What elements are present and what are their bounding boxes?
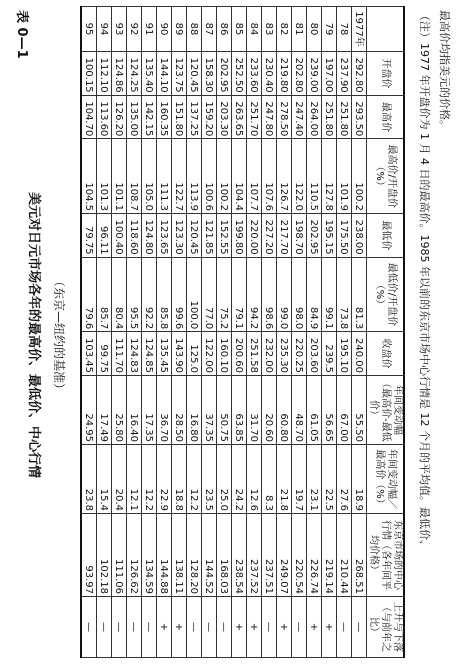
cell-updown: —	[112, 597, 127, 658]
header-low-pct-label: 最低价/开盘价	[386, 262, 397, 327]
cell-updown: +	[277, 597, 292, 658]
cell-close: 103.45	[81, 332, 97, 376]
cell-high-pct: 100.2	[217, 139, 232, 214]
header-low-pct	[367, 257, 405, 332]
cell-center: 237.51	[262, 514, 277, 597]
cell-updown: —	[262, 597, 277, 658]
cell-range-pct: 12.6	[247, 445, 262, 514]
table-row	[322, 7, 337, 658]
cell-year: 88	[187, 7, 202, 52]
cell-low: 227.20	[262, 213, 277, 257]
cell-open: 230.40	[262, 52, 277, 96]
table-row	[142, 7, 157, 658]
cell-center: 134.59	[142, 514, 157, 597]
cell-year: 79	[322, 7, 337, 52]
cell-range-pct: 22.9	[157, 445, 172, 514]
cell-high-pct: 100.6	[202, 139, 217, 214]
cell-high-pct: 100.2	[352, 139, 367, 214]
cell-year: 94	[97, 7, 112, 52]
cell-range-pct: 25.0	[217, 445, 232, 514]
cell-center: 128.20	[187, 514, 202, 597]
cell-center: 144.88	[157, 514, 172, 597]
table-row	[247, 7, 262, 658]
cell-range: 37.35	[202, 376, 217, 445]
cell-low: 79.75	[81, 213, 97, 257]
cell-high-pct: 105.0	[142, 139, 157, 214]
cell-low: 199.80	[232, 213, 247, 257]
cell-high: 135.00	[127, 95, 142, 139]
cell-close: 135.45	[157, 332, 172, 376]
cell-range-pct: 12.2	[187, 445, 202, 514]
cell-low: 238.00	[352, 213, 367, 257]
cell-low-pct: 99.6	[172, 257, 187, 332]
cell-range-pct: 19.7	[292, 445, 307, 514]
cell-close: 239.5	[322, 332, 337, 376]
cell-range-pct: 20.4	[112, 445, 127, 514]
cell-updown: —	[97, 597, 112, 658]
table-row	[202, 7, 217, 658]
cell-center: 226.74	[307, 514, 322, 597]
header-range: 年间变动幅（最高价-最低价）	[367, 376, 405, 445]
cell-open: 135.40	[142, 52, 157, 96]
footnote-line-1: （注）1977 年开盘价为 1 月 4 日的最高价。1985 年以前的东京市场中心行情是 12 个月的平均值。最低价、	[418, 10, 431, 551]
cell-close: 99.75	[97, 332, 112, 376]
cell-year: 95	[81, 7, 97, 52]
cell-center: 93.97	[81, 514, 97, 597]
cell-high: 142.15	[142, 95, 157, 139]
cell-range-pct: 23.1	[307, 445, 322, 514]
cell-close: 143.90	[172, 332, 187, 376]
cell-range-pct: 8.3	[262, 445, 277, 514]
cell-open: 120.45	[187, 52, 202, 96]
cell-low-pct: 84.9	[307, 257, 322, 332]
cell-high: 251.80	[337, 95, 352, 139]
cell-close: 124.83	[127, 332, 142, 376]
cell-low-pct: 79.1	[232, 257, 247, 332]
cell-range-pct: 15.4	[97, 445, 112, 514]
cell-range-pct: 27.6	[337, 445, 352, 514]
header-low-pct-unit: （%）	[374, 279, 385, 310]
cell-close: 124.85	[142, 332, 157, 376]
cell-high: 113.60	[97, 95, 112, 139]
cell-open: 124.86	[112, 52, 127, 96]
cell-low-pct: 85.8	[157, 257, 172, 332]
cell-low-pct: 73.8	[337, 257, 352, 332]
table-row	[292, 7, 307, 658]
cell-high: 247.40	[292, 95, 307, 139]
cell-year: 93	[112, 7, 127, 52]
cell-low: 152.55	[217, 213, 232, 257]
cell-year: 85	[232, 7, 247, 52]
cell-year: 78	[337, 7, 352, 52]
cell-center: 237.52	[247, 514, 262, 597]
cell-high-pct: 127.8	[322, 139, 337, 214]
cell-range: 61.05	[307, 376, 322, 445]
cell-open: 123.75	[172, 52, 187, 96]
cell-center: 144.52	[202, 514, 217, 597]
header-center: 东京市场的中心行情（各年间平均价格）	[367, 514, 405, 597]
header-high-pct	[367, 139, 405, 214]
cell-open: 202.80	[292, 52, 307, 96]
table-body	[81, 7, 367, 658]
cell-high-pct: 101.9	[337, 139, 352, 214]
cell-low-pct: 100.0	[187, 257, 202, 332]
cell-range-pct: 23.5	[202, 445, 217, 514]
cell-open: 112.10	[97, 52, 112, 96]
table-row	[307, 7, 322, 658]
cell-low-pct: 99.0	[277, 257, 292, 332]
table-title: 美元对日元市场各年的最高价、最低价、中心行情	[26, 191, 41, 478]
cell-year: 83	[262, 7, 277, 52]
table-header-row	[367, 7, 405, 658]
cell-year: 92	[127, 7, 142, 52]
cell-low-pct: 80.4	[112, 257, 127, 332]
cell-low-pct: 95.5	[127, 257, 142, 332]
cell-updown: —	[202, 597, 217, 658]
header-range-pct: 年间变动幅／最高价（%）	[367, 445, 405, 514]
cell-updown: +	[322, 597, 337, 658]
table-row	[217, 7, 232, 658]
cell-close: 251.58	[247, 332, 262, 376]
table-row	[352, 7, 367, 658]
footnote-line-2: 最高价均指美元的价格。	[438, 10, 451, 131]
cell-close: 203.60	[307, 332, 322, 376]
cell-close: 195.10	[337, 332, 352, 376]
cell-low: 100.40	[112, 213, 127, 257]
table-row	[112, 7, 127, 658]
cell-open: 124.25	[127, 52, 142, 96]
cell-high: 263.65	[232, 95, 247, 139]
cell-low-pct: 79.6	[81, 257, 97, 332]
cell-range: 60.80	[277, 376, 292, 445]
cell-low: 217.70	[277, 213, 292, 257]
header-year	[367, 7, 405, 52]
cell-close: 125.0	[187, 332, 202, 376]
cell-low-pct: 77.0	[202, 257, 217, 332]
cell-close: 220.25	[292, 332, 307, 376]
cell-updown: —	[217, 597, 232, 658]
cell-center: 220.54	[292, 514, 307, 597]
cell-year: 80	[307, 7, 322, 52]
cell-close: 235.30	[277, 332, 292, 376]
cell-center: 168.03	[217, 514, 232, 597]
cell-updown: —	[142, 597, 157, 658]
cell-close: 232.00	[262, 332, 277, 376]
cell-range: 63.85	[232, 376, 247, 445]
cell-center: 238.54	[232, 514, 247, 597]
cell-high: 251.80	[322, 95, 337, 139]
cell-high: 151.80	[172, 95, 187, 139]
cell-center: 268.51	[352, 514, 367, 597]
cell-low: 124.80	[142, 213, 157, 257]
table-label: 表 0—1	[14, 10, 29, 59]
cell-high: 104.70	[81, 95, 97, 139]
cell-high-pct: 107.7	[247, 139, 262, 214]
exchange-rate-table	[80, 6, 405, 658]
cell-high-pct: 108.7	[127, 139, 142, 214]
cell-close: 122.00	[202, 332, 217, 376]
cell-open: 202.95	[217, 52, 232, 96]
cell-range: 48.70	[292, 376, 307, 445]
cell-updown: +	[157, 597, 172, 658]
cell-high: 160.35	[157, 95, 172, 139]
cell-range: 17.49	[97, 376, 112, 445]
cell-range: 25.80	[112, 376, 127, 445]
cell-center: 111.06	[112, 514, 127, 597]
cell-center: 249.07	[277, 514, 292, 597]
header-high-pct-label: 最高价/开盘价	[386, 144, 397, 208]
cell-low-pct: 98.6	[262, 257, 277, 332]
table-row	[97, 7, 112, 658]
cell-low: 123.65	[157, 213, 172, 257]
cell-high: 126.20	[112, 95, 127, 139]
cell-range-pct: 18.8	[172, 445, 187, 514]
cell-close: 160.10	[217, 332, 232, 376]
cell-close: 111.70	[112, 332, 127, 376]
cell-open: 292.80	[352, 52, 367, 96]
cell-center: 138.11	[172, 514, 187, 597]
cell-high-pct: 122.0	[292, 139, 307, 214]
table-row	[127, 7, 142, 658]
cell-high: 293.50	[352, 95, 367, 139]
cell-updown: +	[232, 597, 247, 658]
cell-high: 251.70	[247, 95, 262, 139]
cell-range: 16.40	[127, 376, 142, 445]
cell-low: 202.95	[307, 213, 322, 257]
cell-range-pct: 12.2	[142, 445, 157, 514]
header-high-pct-unit: （%）	[374, 161, 385, 191]
table-row	[157, 7, 172, 658]
cell-range: 31.70	[247, 376, 262, 445]
cell-range-pct: 23.8	[81, 445, 97, 514]
header-close: 收盘价	[367, 332, 405, 376]
cell-center: 126.62	[127, 514, 142, 597]
header-high: 最高价	[367, 95, 405, 139]
cell-open: 100.15	[81, 52, 97, 96]
cell-center: 219.14	[322, 514, 337, 597]
table-row	[187, 7, 202, 658]
cell-center: 102.18	[97, 514, 112, 597]
cell-low: 120.45	[187, 213, 202, 257]
cell-high: 203.30	[217, 95, 232, 139]
cell-low-pct: 99.1	[322, 257, 337, 332]
cell-high-pct: 101.1	[112, 139, 127, 214]
cell-updown: —	[337, 597, 352, 658]
cell-open: 158.30	[202, 52, 217, 96]
cell-range-pct: 12.1	[127, 445, 142, 514]
cell-range: 20.60	[262, 376, 277, 445]
table-subtitle: （东京—纽约的基准）	[52, 274, 66, 395]
cell-open: 252.50	[232, 52, 247, 96]
cell-updown: —	[352, 597, 367, 658]
table-row	[262, 7, 277, 658]
table-row	[232, 7, 247, 658]
cell-open: 233.60	[247, 52, 262, 96]
cell-low: 96.11	[97, 213, 112, 257]
cell-center: 210.44	[337, 514, 352, 597]
cell-high: 247.80	[262, 95, 277, 139]
cell-open: 219.80	[277, 52, 292, 96]
cell-year: 89	[172, 7, 187, 52]
cell-range: 36.70	[157, 376, 172, 445]
cell-range-pct: 18.9	[352, 445, 367, 514]
header-updown: 上升与下落（与前年之比）	[367, 597, 405, 658]
cell-updown: —	[81, 597, 97, 658]
table-row	[277, 7, 292, 658]
cell-open: 197.00	[322, 52, 337, 96]
cell-range: 67.00	[337, 376, 352, 445]
cell-low: 175.50	[337, 213, 352, 257]
cell-low: 121.85	[202, 213, 217, 257]
cell-updown: —	[127, 597, 142, 658]
cell-range-pct: 21.8	[277, 445, 292, 514]
cell-high: 264.00	[307, 95, 322, 139]
cell-high: 137.25	[187, 95, 202, 139]
cell-year: 81	[292, 7, 307, 52]
cell-year: 86	[217, 7, 232, 52]
table-row	[81, 7, 97, 658]
cell-low: 198.70	[292, 213, 307, 257]
cell-low-pct: 75.2	[217, 257, 232, 332]
cell-low-pct: 98.0	[292, 257, 307, 332]
header-low: 最低价	[367, 213, 405, 257]
cell-low-pct: 85.7	[97, 257, 112, 332]
cell-range: 24.95	[81, 376, 97, 445]
cell-low: 123.30	[172, 213, 187, 257]
cell-range-pct: 24.2	[232, 445, 247, 514]
cell-updown: —	[187, 597, 202, 658]
cell-high-pct: 107.6	[262, 139, 277, 214]
cell-high-pct: 122.7	[172, 139, 187, 214]
cell-year: 91	[142, 7, 157, 52]
cell-open: 144.10	[157, 52, 172, 96]
cell-open: 239.00	[307, 52, 322, 96]
cell-updown: —	[292, 597, 307, 658]
cell-range: 28.50	[172, 376, 187, 445]
cell-updown: +	[307, 597, 322, 658]
cell-low: 220.00	[247, 213, 262, 257]
cell-updown: +	[247, 597, 262, 658]
cell-low: 118.60	[127, 213, 142, 257]
cell-high-pct: 104.4	[232, 139, 247, 214]
cell-range: 55.50	[352, 376, 367, 445]
cell-high-pct: 126.7	[277, 139, 292, 214]
cell-year: 82	[277, 7, 292, 52]
cell-open: 237.90	[337, 52, 352, 96]
cell-updown: +	[172, 597, 187, 658]
header-open: 开盘价	[367, 52, 405, 96]
cell-range: 50.75	[217, 376, 232, 445]
table-row	[337, 7, 352, 658]
cell-high-pct: 110.5	[307, 139, 322, 214]
cell-low-pct: 92.2	[142, 257, 157, 332]
cell-range: 56.65	[322, 376, 337, 445]
cell-range: 17.35	[142, 376, 157, 445]
cell-high-pct: 104.5	[81, 139, 97, 214]
table-row	[172, 7, 187, 658]
cell-high: 278.50	[277, 95, 292, 139]
cell-close: 200.60	[232, 332, 247, 376]
cell-year: 1977年	[352, 7, 367, 52]
cell-year: 87	[202, 7, 217, 52]
cell-range-pct: 22.5	[322, 445, 337, 514]
cell-close: 240.00	[352, 332, 367, 376]
cell-high: 159.20	[202, 95, 217, 139]
cell-high-pct: 113.9	[187, 139, 202, 214]
cell-year: 90	[157, 7, 172, 52]
cell-high-pct: 101.3	[97, 139, 112, 214]
cell-year: 84	[247, 7, 262, 52]
cell-high-pct: 111.3	[157, 139, 172, 214]
cell-low-pct: 94.2	[247, 257, 262, 332]
cell-low-pct: 81.3	[352, 257, 367, 332]
cell-range: 16.80	[187, 376, 202, 445]
cell-low: 195.15	[322, 213, 337, 257]
